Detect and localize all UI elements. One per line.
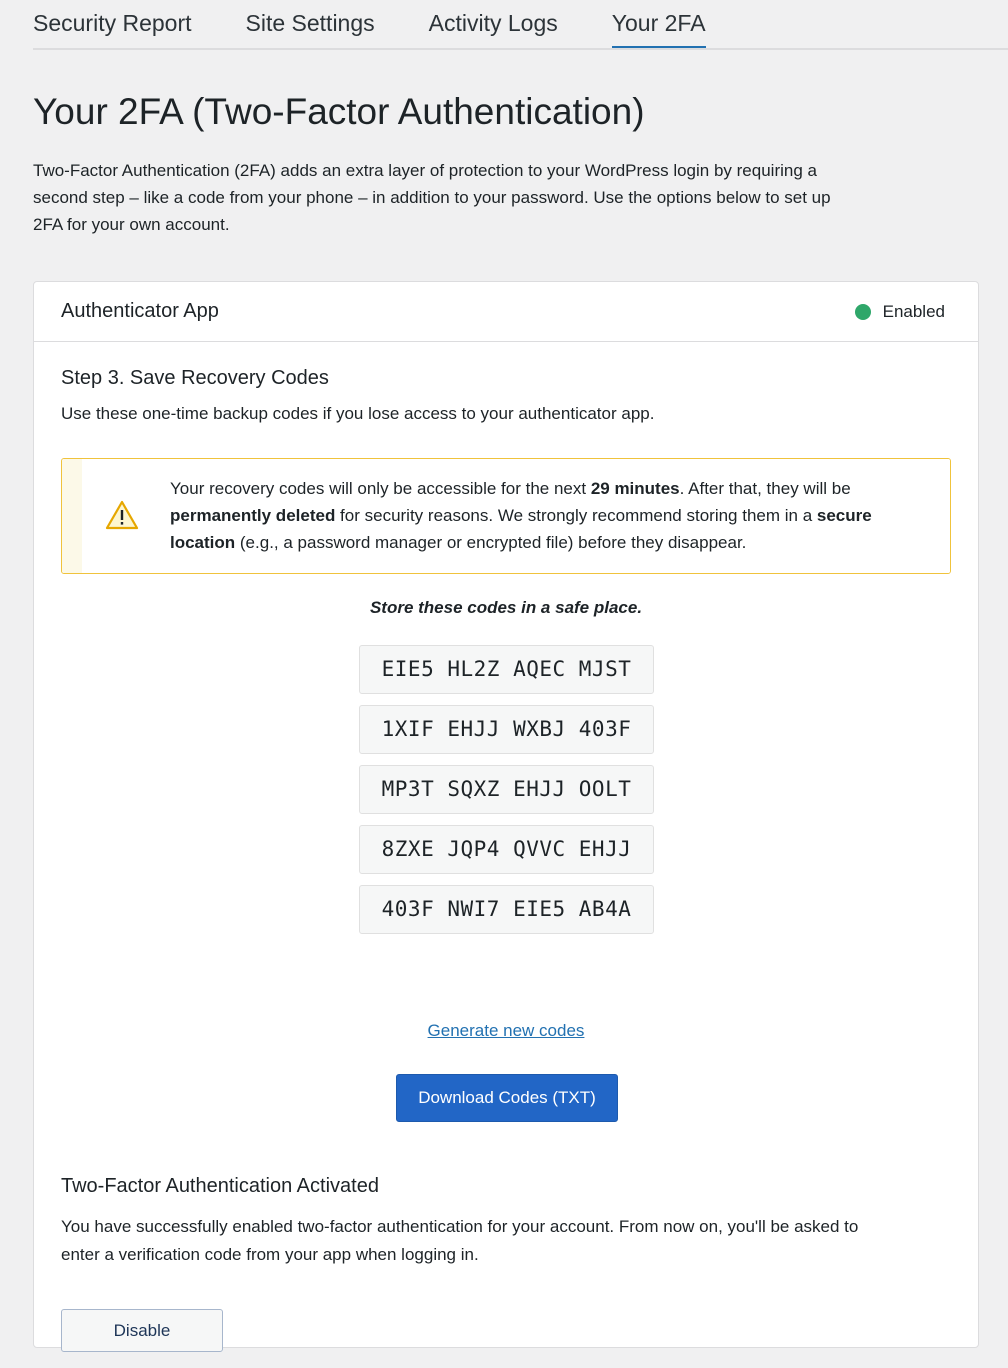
page-intro: Two-Factor Authentication (2FA) adds an extra layer of protection to your WordPress login by requiring a second step – like a code from your phone – in addition to your password. Use the options below to set up 2FA for your own account. <box>33 161 831 234</box>
status-badge <box>855 302 945 322</box>
card-title: Authenticator App <box>61 300 219 322</box>
safe-place-note: Store these codes in a safe place. <box>369 598 643 617</box>
generate-codes-wrapper <box>34 1021 978 1041</box>
warning-notice <box>61 458 951 574</box>
recovery-code[interactable]: EIE5 HL2Z AQEC MJST <box>359 645 654 694</box>
warning-deleted-bold: permanently deleted <box>170 506 336 525</box>
recovery-code[interactable]: MP3T SQXZ EHJJ OOLT <box>359 765 654 814</box>
warning-triangle-icon <box>105 499 139 531</box>
warning-time-bold: 29 minutes <box>590 479 680 498</box>
generate-new-codes-link[interactable]: Generate new codes <box>427 1021 585 1040</box>
activated-title: Two-Factor Authentication Activated <box>61 1175 379 1197</box>
step-description: Use these one-time backup codes if you lose access to your authenticator app. <box>61 404 655 423</box>
warning-text-part: Your recovery codes will only be accessible for the next <box>170 479 591 498</box>
recovery-code[interactable]: 403F NWI7 EIE5 AB4A <box>359 885 654 934</box>
recovery-code[interactable]: 1XIF EHJJ WXBJ 403F <box>359 705 654 754</box>
tab-bar <box>33 0 1008 50</box>
step-title: Step 3. Save Recovery Codes <box>61 367 329 389</box>
warning-location-bold: secure location <box>170 506 872 552</box>
warning-stripe <box>62 459 82 573</box>
page-title: Your 2FA (Two-Factor Authentication) <box>33 91 645 132</box>
tab-security-report[interactable]: Security Report <box>33 10 192 36</box>
warning-text <box>170 475 930 556</box>
tab-activity-logs[interactable]: Activity Logs <box>428 10 558 36</box>
tab-your-2fa[interactable]: Your 2FA <box>612 0 706 48</box>
activated-description: You have successfully enabled two-factor authentication for your account. From now on, you'll be asked to enter a verification code from your app when logging in. <box>61 1217 859 1264</box>
card-header <box>34 282 978 342</box>
warning-text-part: . After that, they will be <box>679 479 851 498</box>
status-dot-icon <box>855 304 871 320</box>
authenticator-app-card <box>33 281 979 1348</box>
warning-text-part: for security reasons. We strongly recommend storing them in a <box>335 506 817 525</box>
download-codes-button[interactable]: Download Codes (TXT) <box>396 1074 618 1122</box>
disable-button[interactable]: Disable <box>61 1309 223 1352</box>
recovery-code[interactable]: 8ZXE JQP4 QVVC EHJJ <box>359 825 654 874</box>
warning-text-part: (e.g., a password manager or encrypted file) before they disappear. <box>235 533 747 552</box>
status-label: Enabled <box>882 301 945 321</box>
recovery-codes-list <box>359 645 654 945</box>
tab-site-settings[interactable]: Site Settings <box>245 10 375 36</box>
